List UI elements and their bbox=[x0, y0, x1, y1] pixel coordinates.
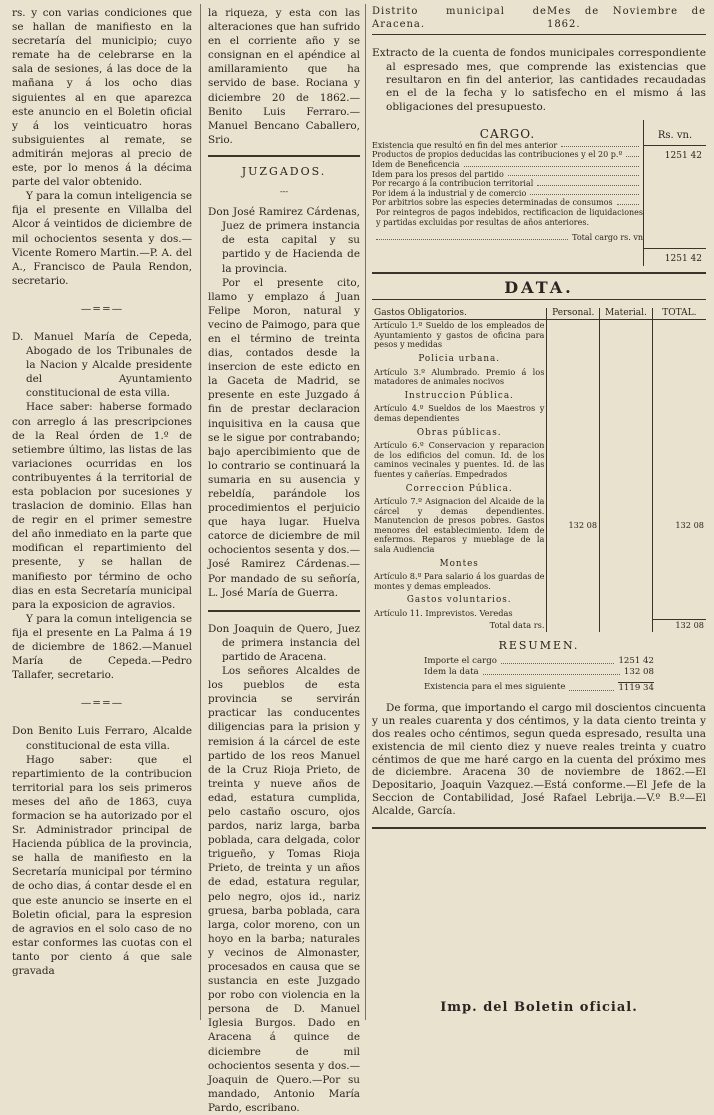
cell bbox=[600, 440, 653, 480]
col-total-header: TOTAL. bbox=[652, 308, 706, 320]
resumen-value: 1251 42 bbox=[618, 656, 654, 667]
list-item bbox=[372, 198, 643, 208]
resumen-value: 1119 34 bbox=[618, 683, 654, 694]
section-label: Instruccion Pública. bbox=[404, 390, 514, 401]
cell bbox=[600, 608, 653, 620]
list-item: Por reintegros de pagos indebidos, rectificacion de liquidaciones y partidas excluidas por resultas de años anteriores. bbox=[376, 207, 643, 227]
cell bbox=[547, 320, 600, 351]
total-data-label: Total data rs. bbox=[489, 619, 545, 630]
cargo-item-label: Por idem á la industrial y de comercio bbox=[372, 188, 527, 198]
paragraph: Por el presente cito, llamo y emplazo á Juan Felipe Moron, natural y vecino de Paimogo, para que en el término de treinta dias, contados desde la insercion de este edicto en la Gaceta de Madrid, se presente en este Juzgado á fin de prestar declaracion inquisitiva en la causa que se le sigue por contrabando; bajo apercibimiento que de lo contrario se continuará la sumaria en su ausencia y rebeldía, parándole los procedimientos el perjuicio que haya lugar. Huelva catorce de diciembre de mil ochocientos sesenta y dos.—José Ramirez Cárdenas.—Por mandado de su señoría, L. José María de Guerra. bbox=[208, 276, 360, 599]
cell bbox=[652, 351, 706, 367]
data-table bbox=[372, 308, 706, 632]
paragraph: Hace saber: haberse formado con arreglo á las prescripciones de la Real órden de 1.º de setiembre último, las listas de las variaciones ocurridas en los contribuyentes á la territorial de esta poblacion por sucesiones y traslacion de dominio. Ellas han de regir en el primer semestre del año inmediato en la parte que modifican el repartimiento del presente, y se hallan de manifiesto por término de ocho dias en esta Secretaría municipal para la exposicion de agravios. bbox=[12, 401, 192, 611]
cell bbox=[600, 425, 653, 441]
cargo-first-value: 1251 42 bbox=[664, 150, 702, 161]
cell bbox=[652, 571, 706, 592]
notice-heading: D. Manuel María de Cepeda, Abogado de los Tribunales de la Nacion y Alcalde presidente del Ayuntamiento constitucional de esta villa. bbox=[12, 330, 192, 400]
cell bbox=[652, 481, 706, 497]
paragraph: Hago saber: que el repartimiento de la contribucion territorial para los seis primeros meses del año de 1863, cuya formacion se ha autorizado por el Sr. Administrador principal de Hacienda pública de la provincia, se halla de manifiesto en la Secretaría municipal por término de ocho dias, á contar desde el en que este anuncio se inserte en el Boletin oficial, para la espresion de agravios en el solo caso de no estar conformes las cuotas con el tanto por ciento á que sale gravada bbox=[12, 753, 192, 977]
total-cargo-value: 1251 42 bbox=[644, 248, 706, 266]
section-label: Correccion Pública. bbox=[405, 483, 513, 494]
cargo-item-label: Productos de propios deducidas las contribuciones y el 20 p.º bbox=[372, 150, 623, 160]
cell bbox=[600, 556, 653, 572]
cell bbox=[547, 388, 600, 404]
rs-header: Rs. vn. bbox=[644, 120, 706, 146]
list-item bbox=[372, 189, 643, 199]
column-1 bbox=[12, 6, 192, 978]
cell bbox=[547, 620, 600, 632]
column-rule bbox=[365, 4, 366, 1020]
list-item bbox=[372, 170, 643, 180]
leader-dots bbox=[508, 170, 639, 177]
divider bbox=[372, 827, 706, 829]
cell bbox=[652, 608, 706, 620]
total-cargo-row bbox=[372, 233, 643, 243]
cell bbox=[652, 320, 706, 351]
district-label: Distrito municipal de Aracena. bbox=[372, 6, 547, 30]
cell bbox=[600, 571, 653, 592]
cell bbox=[547, 556, 600, 572]
cargo-list bbox=[372, 141, 643, 227]
table-row bbox=[372, 496, 706, 556]
leader-dots bbox=[569, 682, 614, 691]
personal-value: 132 08 bbox=[547, 496, 600, 556]
table-row bbox=[372, 608, 706, 620]
notice-heading: Don José Ramirez Cárdenas, Juez de primera instancia de esta capital y su partido y de Hacienda de la provincia. bbox=[208, 206, 360, 275]
cell bbox=[600, 620, 653, 632]
row-label: Artículo 6.º Conservacion y reparacion de los edificios del comun. Id. de los caminos vecinales y puentes. Id. de las fuentes y cañerías. Empedrados bbox=[374, 440, 545, 479]
cell bbox=[652, 403, 706, 424]
leader-dots bbox=[464, 160, 639, 167]
section-title-juzgados: JUZGADOS. bbox=[241, 164, 327, 178]
cell bbox=[547, 367, 600, 388]
paragraph: la riqueza, y esta con las alteraciones que han sufrido en el corriente año y se consignan en el apéndice al amillaramiento que ha servido de base. Rociana y diciembre 20 de 1862.—Benito Luis Ferraro.—Manuel Bencano Caballero, Srio. bbox=[208, 7, 360, 146]
cargo-item-label: Por recargo á la contribucion territorial bbox=[372, 179, 534, 189]
column-3 bbox=[372, 6, 706, 829]
extract-description: Extracto de la cuenta de fondos municipales correspondiente al espresado mes, que comprende las existencias que resultaron en fin del anterior, las cantidades recaudadas en el de la fecha y lo satisfecho en el mismo á las obligaciones del presupuesto. bbox=[372, 47, 706, 113]
resumen-row bbox=[424, 667, 654, 678]
resumen-title: RESUMEN. bbox=[498, 638, 580, 652]
divider bbox=[208, 610, 360, 612]
separator: —==— bbox=[80, 302, 124, 315]
cargo-section bbox=[372, 120, 706, 266]
resumen-row bbox=[424, 682, 654, 694]
table-row bbox=[372, 556, 706, 572]
divider bbox=[372, 272, 706, 274]
cell bbox=[600, 403, 653, 424]
cargo-title: CARGO. bbox=[479, 127, 536, 142]
paragraph: Los señores Alcaldes de los pueblos de esta provincia se servirán practicar las conducentes diligencias para la prision y remision á la cárcel de este partido de los reos Manuel de la Cruz Rioja Prieto, de treinta y nueve años de edad, estatura cumplida, pelo castaño oscuro, ojos pardos, nariz larga, barba poblada, cara delgada, color trigueño, y Tomas Rioja Prieto, de treinta y un años de edad, estatura regular, pelo negro, ojos id., nariz gruesa, barba poblada, cara larga, color moreno, con un hoyo en la barba; naturales y vecinos de Almonaster, procesados en causa que se sustancia en este Juzgado por robo con violencia en la persona de D. Manuel Iglesia Burgos. Dado en Aracena á quince de diciembre de mil ochocientos sesenta y dos.—Joaquin de Quero.—Por su mandado, Antonio María Pardo, escribano. bbox=[208, 665, 360, 1114]
cell bbox=[652, 592, 706, 608]
cell bbox=[547, 351, 600, 367]
total-value: 132 08 bbox=[652, 496, 706, 556]
cell bbox=[600, 351, 653, 367]
resumen-box bbox=[424, 656, 654, 694]
paragraph: Y para la comun inteligencia se fija el presente en La Palma á 19 de diciembre de 1862.—Manuel María de Cepeda.—Pedro Tallafer, secretario. bbox=[12, 612, 192, 682]
cell bbox=[600, 481, 653, 497]
data-title: DATA. bbox=[504, 278, 574, 297]
cell bbox=[547, 403, 600, 424]
table-row bbox=[372, 440, 706, 480]
cell bbox=[600, 496, 653, 556]
divider bbox=[372, 299, 706, 300]
section-label: Montes bbox=[439, 558, 479, 569]
table-row bbox=[372, 425, 706, 441]
leader-dots bbox=[376, 233, 568, 240]
row-label: Artículo 4.º Sueldos de los Maestros y demas dependientes bbox=[374, 403, 545, 423]
cell bbox=[547, 592, 600, 608]
row-label: Artículo 8.º Para salario á los guardas de montes y demas empleados. bbox=[374, 571, 545, 591]
table-row bbox=[372, 367, 706, 388]
col-gastos-header: Gastos Obligatorios. bbox=[372, 308, 547, 320]
cell bbox=[600, 388, 653, 404]
list-item bbox=[372, 160, 643, 170]
month-label: Mes de Noviembre de 1862. bbox=[546, 6, 706, 30]
table-row bbox=[372, 320, 706, 351]
cell bbox=[652, 367, 706, 388]
cell bbox=[547, 481, 600, 497]
notice-heading: Don Joaquin de Quero, Juez de primera instancia del partido de Aracena. bbox=[208, 622, 360, 663]
cell bbox=[652, 440, 706, 480]
col-material-header: Material. bbox=[600, 308, 653, 320]
section-label: Gastos voluntarios. bbox=[406, 595, 512, 606]
cell bbox=[547, 425, 600, 441]
total-data-row bbox=[372, 620, 706, 632]
cell bbox=[547, 608, 600, 620]
leader-dots bbox=[530, 189, 639, 196]
resumen-label: Existencia para el mes siguiente bbox=[424, 682, 566, 693]
table-row bbox=[372, 388, 706, 404]
divider bbox=[208, 155, 360, 157]
leader-dots bbox=[483, 667, 620, 675]
separator: —==— bbox=[80, 697, 124, 710]
separator: --- bbox=[279, 187, 289, 197]
resumen-label: Importe el cargo bbox=[424, 656, 497, 667]
column-rule bbox=[200, 4, 201, 1020]
leader-dots bbox=[626, 150, 639, 157]
total-cargo-label: Total cargo rs. vn bbox=[572, 233, 643, 243]
paragraph: rs. y con varias condiciones que se hallan de manifiesto en la secretaría del municipio; cuyo remate ha de celebrarse en la sala de sesiones, á las doce de la mañana y á los ocho dias siguientes al en que aparezca este anuncio en el Boletin oficial y á los veinticuatro horas subsiguientes al remate, se admitirán mejoras al precio de este, por lo menos á la décima parte del valor obtenido. bbox=[12, 7, 192, 189]
row-label: Artículo 3.º Alumbrado. Premio á los matadores de animales nocivos bbox=[374, 366, 545, 387]
table-row bbox=[372, 481, 706, 497]
cargo-items bbox=[372, 120, 643, 266]
row-label: Artículo 1.º Sueldo de los empleados de Ayuntamiento y gastos de oficina para pesos y medidas bbox=[374, 320, 545, 350]
cargo-item-label: Existencia que resultó en fin del mes anterior bbox=[372, 140, 558, 150]
table-row bbox=[372, 571, 706, 592]
cargo-item-label: Por arbitrios sobre las especies determinadas de consumos bbox=[372, 198, 613, 208]
cell bbox=[600, 592, 653, 608]
account-header bbox=[372, 6, 706, 35]
leader-dots bbox=[617, 198, 639, 205]
leader-dots bbox=[501, 656, 615, 664]
table-row bbox=[372, 403, 706, 424]
cargo-item-label: Idem para los presos del partido bbox=[372, 169, 504, 179]
cell bbox=[652, 388, 706, 404]
cargo-values bbox=[643, 120, 706, 266]
list-item bbox=[372, 141, 643, 151]
paragraph: Y para la comun inteligencia se fija el presente en Villalba del Alcor á veintidos de diciembre de mil ochocientos sesenta y dos.—Vicente Romero Martin.—P. A. del A., Francisco de Paula Rendon, secretario. bbox=[12, 190, 192, 287]
section-label: Obras públicas. bbox=[416, 427, 502, 438]
closing-paragraph: De forma, que importando el cargo mil doscientos cincuenta y un reales cuarenta y dos céntimos, y la data ciento treinta y dos reales ocho céntimos, segun queda espresado, resulta una existencia de mil ciento diez y nueve reales treinta y cuatro céntimos de que me haré cargo en la cuenta del próximo mes de diciembre. Aracena 30 de noviembre de 1862.—El Depositario, Joaquin Vazquez.—Está conforme.—El Jefe de la Seccion de Contabilidad, José Rafael Lebrija.—V.º B.º—El Alcalde, García. bbox=[372, 702, 706, 817]
resumen-row bbox=[424, 656, 654, 667]
total-data-value: 132 08 bbox=[652, 620, 706, 632]
row-label: Artículo 11. Imprevistos. Veredas bbox=[374, 608, 513, 619]
resumen-label: Idem la data bbox=[424, 667, 479, 678]
row-label: Artículo 7.º Asignacion del Alcaide de la cárcel y demas dependientes. Manutencion de presos pobres. Gastos menores del establecimiento. Idem de enfermos. Reparos y mueblage de la sala Audiencia bbox=[374, 496, 545, 555]
cell bbox=[600, 320, 653, 351]
printer-imprint: Imp. del Boletin oficial. bbox=[440, 1000, 638, 1015]
list-item bbox=[372, 179, 643, 189]
cell bbox=[652, 556, 706, 572]
col-personal-header: Personal. bbox=[547, 308, 600, 320]
list-item bbox=[372, 150, 643, 160]
resumen-value: 132 08 bbox=[623, 667, 654, 678]
table-row bbox=[372, 351, 706, 367]
cell bbox=[547, 571, 600, 592]
section-label: Policia urbana. bbox=[418, 353, 501, 364]
leader-dots bbox=[537, 179, 639, 186]
cell bbox=[652, 425, 706, 441]
cell bbox=[547, 440, 600, 480]
cell bbox=[600, 367, 653, 388]
leader-dots bbox=[561, 141, 639, 148]
table-row bbox=[372, 592, 706, 608]
column-2 bbox=[208, 6, 360, 1115]
cargo-item-label: Idem de Beneficencia bbox=[372, 160, 460, 169]
table-header-row bbox=[372, 308, 706, 320]
notice-heading: Don Benito Luis Ferraro, Alcalde constitucional de esta villa. bbox=[12, 725, 192, 752]
